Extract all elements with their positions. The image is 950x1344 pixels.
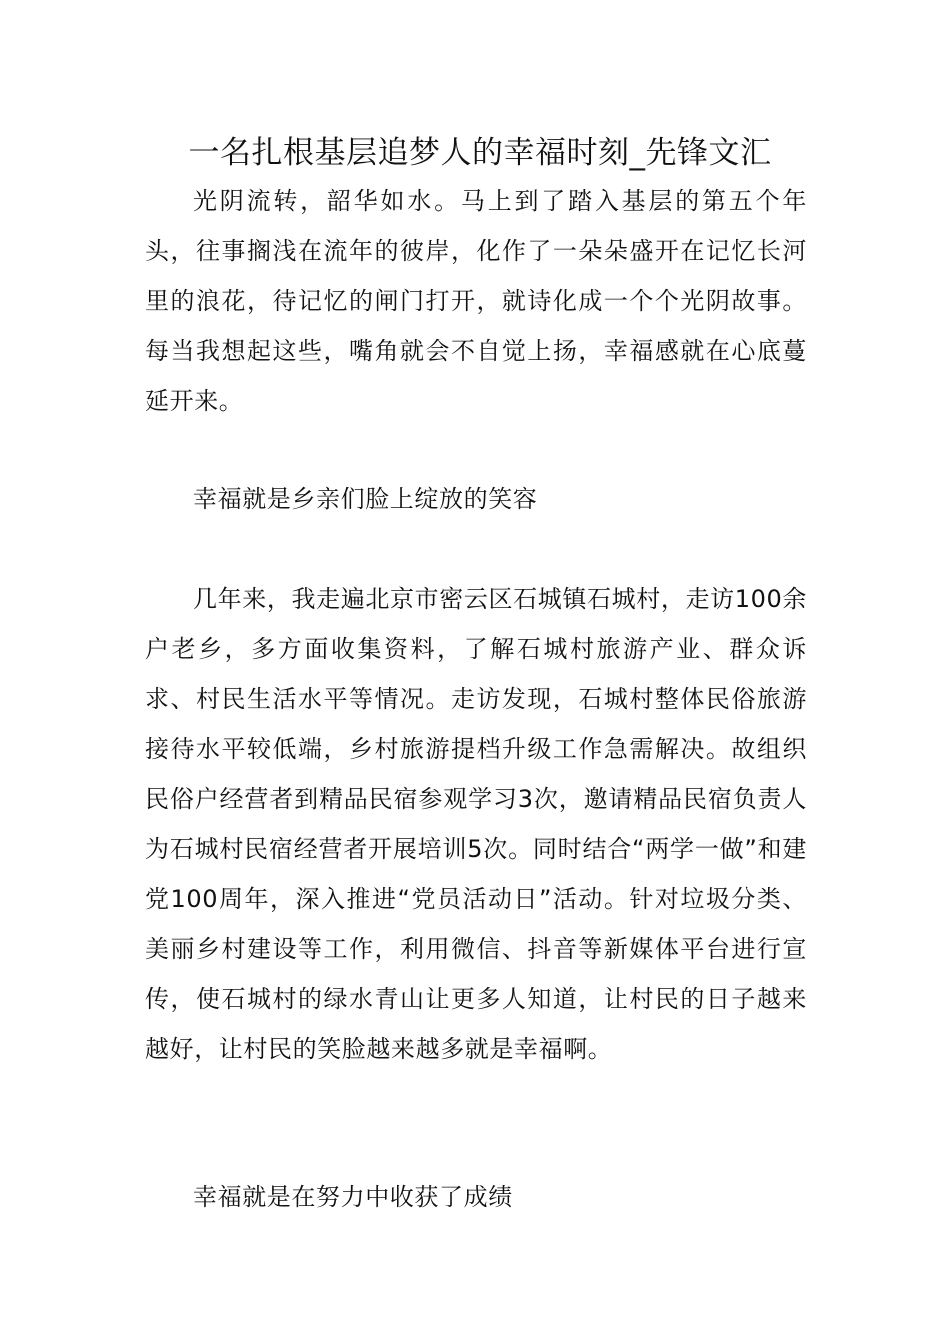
section-heading-smiles: 幸福就是乡亲们脸上绽放的笑容 xyxy=(193,485,538,513)
section-heading-achievements: 幸福就是在努力中收获了成绩 xyxy=(193,1183,513,1211)
body-paragraph-work: 几年来，我走遍北京市密云区石城镇石城村，走访100余户老乡，多方面收集资料，了解石城村旅游产业、群众诉求、村民生活水平等情况。走访发现，石城村整体民俗旅游接待水平较低端，乡村旅游提档升级工作急需解决。故组织民俗户经营者到精品民宿参观学习3次，邀请精品民宿负责人为石城村民宿经营者开展培训5次。同时结合“两学一做”和建党100周年，深入推进“党员活动日”活动。针对垃圾分类、美丽乡村建设等工作，利用微信、抖音等新媒体平台进行宣传，使石城村的绿水青山让更多人知道，让村民的日子越来越好，让村民的笑脸越来越多就是幸福啊。 xyxy=(145,585,807,1063)
intro-paragraph: 光阴流转，韶华如水。马上到了踏入基层的第五个年头，往事搁浅在流年的彼岸，化作了一朵朵盛开在记忆长河里的浪花，待记忆的闸门打开，就诗化成一个个光阴故事。每当我想起这些，嘴角就会不自觉上扬，幸福感就在心底蔓延开来。 xyxy=(145,187,807,415)
document-title: 一名扎根基层追梦人的幸福时刻_先锋文汇 xyxy=(188,135,772,171)
